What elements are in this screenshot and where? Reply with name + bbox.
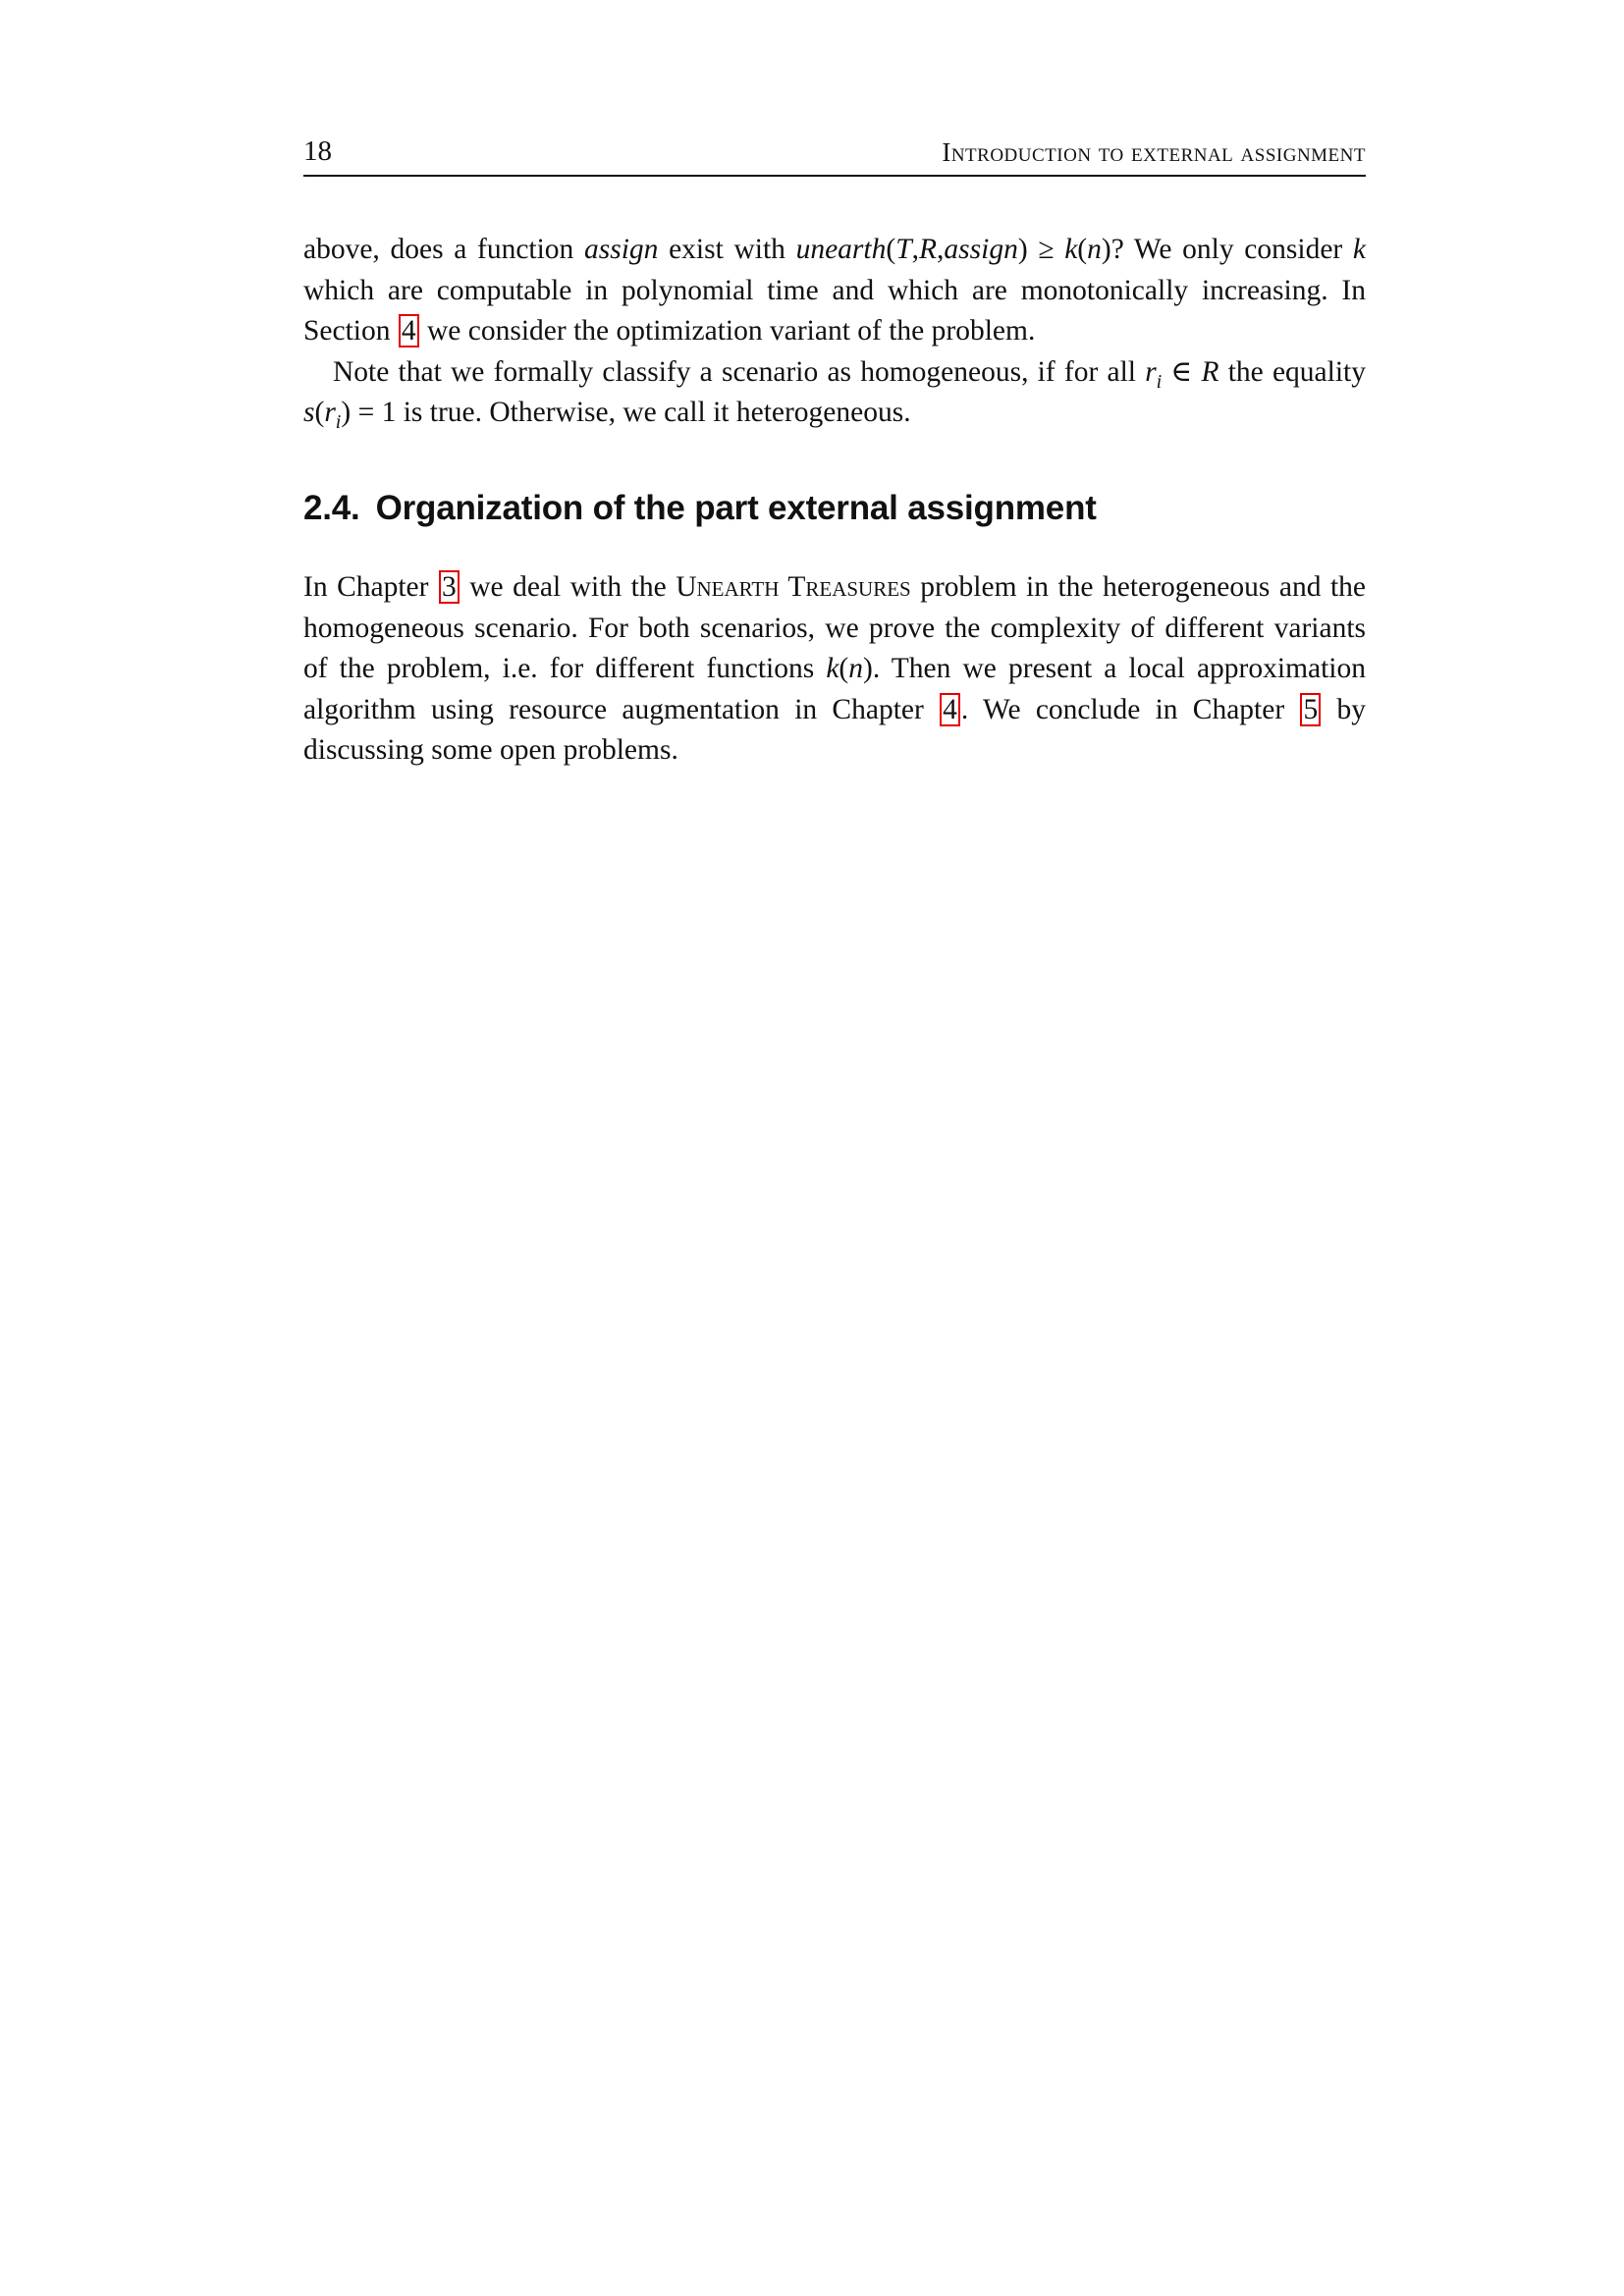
math-subscript-i: i: [335, 410, 342, 433]
section-number: 2.4.: [303, 489, 360, 527]
math-k: k: [826, 653, 839, 684]
chapter-3-reference-link[interactable]: 3: [439, 570, 460, 604]
math-subscript-i: i: [1156, 370, 1163, 393]
chapter-4-reference-link[interactable]: 4: [940, 693, 960, 726]
math-unearth: unearth: [795, 234, 887, 265]
text-run: . Then we present a local approximation algorithm using resource augmentation in Chapter: [303, 653, 1366, 725]
math-geq: ≥: [1027, 234, 1065, 265]
math-assign: assign: [583, 234, 659, 265]
math-n: n: [1087, 234, 1102, 265]
math-paren: (: [886, 234, 896, 265]
math-paren: (: [839, 653, 849, 684]
body-text-top: [303, 230, 1366, 434]
text-run: above, does a function: [303, 234, 584, 265]
paragraph-organization: [303, 567, 1366, 772]
math-paren: ): [863, 653, 873, 684]
text-run: . We conclude in Chapter: [960, 693, 1300, 725]
body-text-section: [303, 567, 1366, 772]
text-run: we consider the optimization variant of the problem.: [419, 315, 1036, 347]
text-run: the equality: [1218, 355, 1366, 388]
running-header: [303, 135, 1366, 177]
math-paren: (: [1077, 234, 1088, 265]
page-number: 18: [303, 135, 332, 167]
math-assign: assign: [944, 234, 1018, 265]
text-run: ? We only consider: [1110, 234, 1353, 265]
math-element-of: ∈: [1162, 355, 1202, 388]
problem-name: Unearth Treasures: [676, 571, 911, 603]
math-k-n-expression: [826, 653, 873, 684]
section-heading: [303, 489, 1097, 528]
text-run: exist with: [658, 234, 796, 265]
section-4-reference-link[interactable]: 4: [399, 314, 419, 347]
text-run: In Chapter: [303, 571, 438, 603]
paragraph-homogeneous-definition: [303, 352, 1366, 434]
math-paren: ): [1101, 234, 1111, 265]
text-run: is true. Otherwise, we call it heterogeneous.: [396, 397, 911, 428]
math-s-ri-expression: [303, 397, 352, 433]
math-unearth-expression: [796, 234, 1111, 265]
text-run: which are computable in polynomial time and which are monotonically increasing. In Section: [303, 274, 1366, 347]
math-k: k: [1064, 234, 1078, 265]
math-ri: [1145, 355, 1163, 393]
text-run: problem in the heterogeneous and the homogeneous scenario. For both scenarios, we prove the complexity of different variants of the problem, i.e. for different functions: [303, 571, 1366, 684]
math-T: T: [895, 234, 912, 265]
math-comma: ,: [937, 234, 945, 265]
math-paren: ): [1017, 234, 1028, 265]
math-paren: (: [314, 397, 325, 428]
math-paren: ): [341, 397, 352, 428]
text-run: Note that we formally classify a scenario as homogeneous, if for all: [333, 355, 1146, 388]
chapter-5-reference-link[interactable]: 5: [1300, 693, 1321, 726]
math-R: R: [919, 234, 938, 265]
paragraph-problem-definition: [303, 230, 1366, 352]
running-chapter-title: Introduction to external assignment: [942, 137, 1366, 167]
math-k: k: [1352, 234, 1366, 265]
math-equals-one: = 1: [351, 397, 397, 428]
math-s: s: [303, 397, 315, 428]
math-comma: ,: [911, 234, 919, 265]
text-run: we deal with the: [460, 571, 677, 603]
section-title: Organization of the part external assignment: [375, 489, 1097, 527]
math-r: r: [1145, 355, 1157, 388]
math-r: r: [324, 397, 336, 428]
text-run: by discussing some open problems.: [303, 693, 1366, 766]
math-n: n: [848, 653, 863, 684]
math-R: R: [1201, 355, 1219, 388]
